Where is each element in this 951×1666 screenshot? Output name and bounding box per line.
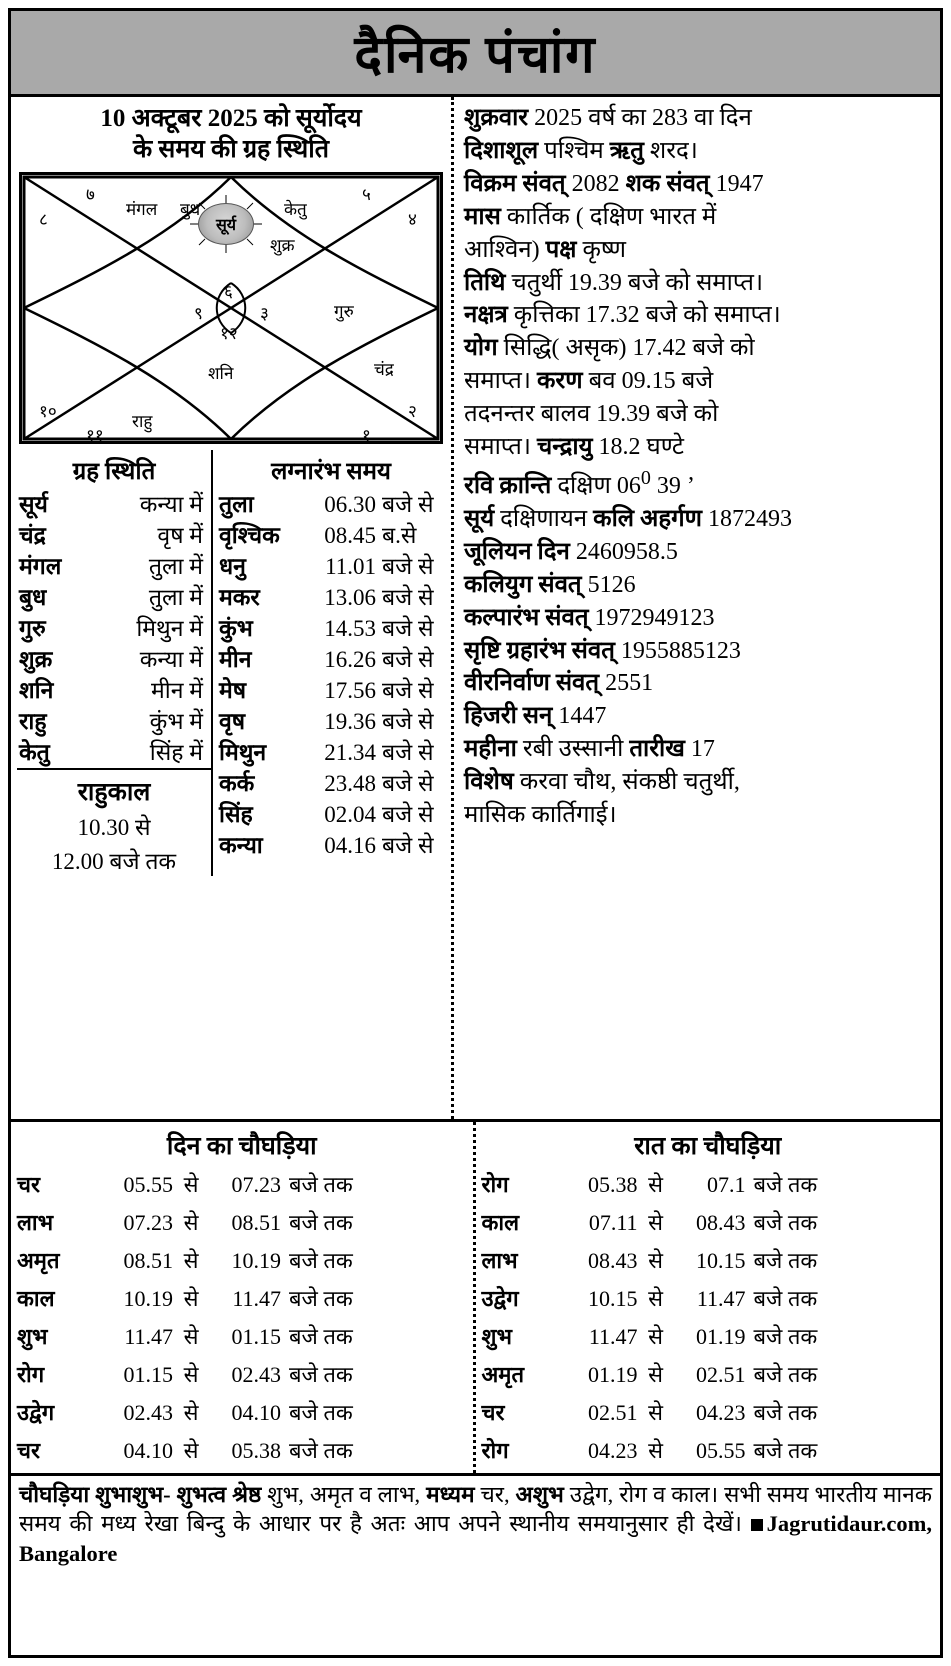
lagna-name: कर्क	[219, 770, 255, 796]
table-row	[482, 1241, 935, 1279]
chaughadiya-tail: बजे तक	[753, 1362, 818, 1387]
panchang-details	[464, 103, 932, 833]
planet-budh: बुध	[180, 199, 201, 219]
table-row	[17, 1317, 467, 1355]
table-row	[217, 489, 445, 520]
brand-credit[interactable]: Jagrutidaur.com, Bangalore	[19, 1511, 933, 1566]
table-row	[217, 551, 445, 582]
chaughadiya-sep: से	[183, 1362, 199, 1387]
detail-line: रवि क्रान्ति दक्षिण $06^0$ 39 ’	[464, 466, 695, 499]
table-row	[482, 1431, 935, 1469]
lagnarambh-heading: लग्नारंभ समय	[271, 458, 391, 485]
graha-name: शुक्र	[19, 646, 53, 672]
graha-value: वृष में	[157, 522, 203, 548]
table-row	[482, 1317, 935, 1355]
chaughadiya-from: 04.23	[588, 1438, 638, 1463]
table-row	[17, 1279, 467, 1317]
table-row	[17, 551, 211, 582]
table-row	[17, 1203, 467, 1241]
chaughadiya-sep: से	[648, 1172, 663, 1197]
table-row	[17, 1393, 467, 1431]
lagna-name: कुंभ	[219, 615, 253, 641]
lagna-time: 04.16	[324, 832, 376, 858]
table-row	[482, 1165, 935, 1203]
chaughadiya-name: लाभ	[481, 1248, 518, 1273]
planet-guru: गुरु	[334, 301, 354, 321]
lagna-name: धनु	[219, 553, 246, 579]
detail-line: नक्षत्र कृत्तिका 17.32 बजे को समाप्त।	[464, 302, 781, 329]
chaughadiya-to: 08.51	[231, 1210, 281, 1235]
chaughadiya-from: 04.10	[123, 1438, 173, 1463]
table-row	[17, 613, 211, 644]
lagna-time: 23.48	[324, 770, 376, 796]
chaughadiya-to: 07.1	[707, 1172, 746, 1197]
table-row	[482, 1203, 935, 1241]
detail-line: आश्विन) पक्ष कृष्ण	[464, 236, 626, 263]
detail-line: जूलियन दिन 2460958.5	[464, 538, 678, 565]
chaughadiya-from: 11.47	[124, 1324, 173, 1349]
lagna-time: 14.53	[324, 615, 376, 641]
chaughadiya-tail: बजे तक	[289, 1362, 353, 1387]
chaughadiya-name: काल	[17, 1286, 55, 1311]
lagna-name: मेष	[219, 677, 247, 703]
left-heading-line2: के समय की ग्रह स्थिति	[132, 136, 329, 164]
chaughadiya-sep: से	[648, 1438, 663, 1463]
table-row	[17, 520, 211, 551]
chaughadiya-sep: से	[648, 1324, 663, 1349]
lagna-name: वृश्चिक	[219, 522, 280, 548]
planet-chandra: चंद्र	[374, 359, 394, 379]
chaughadiya-sep: से	[648, 1362, 663, 1387]
table-row	[217, 737, 445, 768]
lagna-suffix: बजे से	[382, 615, 434, 641]
chaughadiya-tail: बजे तक	[289, 1286, 353, 1311]
chaughadiya-from: 02.51	[588, 1400, 638, 1425]
chaughadiya-tail: बजे तक	[289, 1248, 353, 1273]
chaughadiya-to: 01.19	[696, 1324, 746, 1349]
lagna-time: 21.34	[324, 739, 376, 765]
table-row	[217, 706, 445, 737]
day-chaughadiya	[11, 1122, 476, 1473]
chaughadiya-to: 08.43	[696, 1210, 746, 1235]
graha-name: राहु	[19, 708, 47, 734]
chaughadiya-name: अमृत	[481, 1362, 525, 1387]
chaughadiya-to: 02.43	[231, 1362, 281, 1387]
chaughadiya-name: उद्वेग	[17, 1400, 55, 1425]
chaughadiya-name: रोग	[481, 1438, 509, 1463]
page-frame	[8, 8, 943, 1658]
graha-sthiti-heading: ग्रह स्थिति	[72, 458, 156, 485]
house-number-1: १	[362, 425, 371, 445]
chaughadiya-name: चर	[17, 1172, 40, 1197]
page-title-bar	[11, 11, 940, 97]
chaughadiya-tail: बजे तक	[289, 1438, 353, 1463]
lagna-time: 16.26	[324, 646, 376, 672]
table-row	[17, 737, 211, 768]
chaughadiya-sep: से	[648, 1248, 663, 1273]
detail-line: शुक्रवार 2025 वर्ष का 283 वा दिन	[464, 105, 752, 131]
detail-line: तदनन्तर बालव 19.39 बजे को	[464, 401, 719, 428]
rahukaal-title: राहुकाल	[77, 778, 151, 806]
detail-line: तिथि चतुर्थी 19.39 बजे को समाप्त।	[464, 269, 764, 296]
bullet-square-icon	[751, 1519, 763, 1531]
planet-surya-glyph: सूर्य	[198, 203, 254, 245]
lagna-suffix: बजे से	[382, 832, 434, 858]
chaughadiya-from: 08.51	[123, 1248, 173, 1273]
chaughadiya-from: 08.43	[588, 1248, 638, 1273]
detail-line: महीना रबी उस्सानी तारीख 17	[464, 736, 715, 763]
chaughadiya-name: अमृत	[17, 1248, 60, 1273]
graha-value: सिंह में	[149, 739, 203, 765]
house-number-11: ११	[86, 425, 104, 445]
graha-value: कन्या में	[139, 491, 203, 517]
chaughadiya-tail: बजे तक	[753, 1286, 818, 1311]
graha-sthiti-table	[17, 450, 213, 876]
detail-line: विक्रम संवत् 2082 शक संवत् 1947	[464, 170, 764, 197]
chaughadiya-sep: से	[648, 1286, 663, 1311]
house-number-12: १२	[220, 323, 238, 343]
rahukaal-end: 12.00 बजे तक	[51, 848, 177, 874]
chaughadiya-name: शुभ	[17, 1324, 48, 1349]
chaughadiya-from: 02.43	[123, 1400, 173, 1425]
graha-name: केतु	[19, 739, 50, 765]
graha-name: गुरु	[19, 615, 46, 641]
table-row	[482, 1393, 935, 1431]
table-row	[482, 1355, 935, 1393]
graha-name: चंद्र	[19, 522, 46, 548]
detail-line: योग सिद्धि( असृक) 17.42 बजे को	[464, 335, 755, 362]
graha-value: तुला में	[148, 584, 203, 610]
lagna-name: तुला	[219, 491, 254, 517]
chaughadiya-sep: से	[183, 1400, 199, 1425]
lagna-name: कन्या	[219, 832, 263, 858]
detail-line: वीरनिर्वाण संवत् 2551	[464, 670, 654, 697]
graha-name: मंगल	[19, 553, 62, 579]
left-column	[11, 97, 454, 1119]
detail-line: समाप्त। करण बव 09.15 बजे	[464, 368, 714, 395]
table-row	[482, 1279, 935, 1317]
table-row	[17, 706, 211, 737]
lagna-suffix: बजे से	[382, 646, 434, 672]
detail-line: विशेष करवा चौथ, संकष्ठी चतुर्थी,	[464, 769, 740, 796]
table-row	[17, 675, 211, 706]
table-row	[217, 768, 445, 799]
chaughadiya-tail: बजे तक	[289, 1210, 353, 1235]
lagna-time: 06.30	[324, 491, 376, 517]
chaughadiya-section	[11, 1122, 940, 1476]
chaughadiya-tail: बजे तक	[289, 1400, 353, 1425]
table-row	[17, 1241, 467, 1279]
lagna-suffix: बजे से	[382, 708, 434, 734]
lagna-name: मिथुन	[219, 739, 267, 765]
chaughadiya-tail: बजे तक	[753, 1324, 818, 1349]
chaughadiya-to: 10.15	[696, 1248, 746, 1273]
chaughadiya-name: लाभ	[17, 1210, 54, 1235]
lagna-time: 17.56	[324, 677, 376, 703]
footer-text: चौघड़िया शुभाशुभ- शुभत्व श्रेष्ठ शुभ, अमृत व लाभ, मध्यम चर, अशुभ उद्वेग, रोग व काल। सभी समय भारतीय मानक समय की मध्य रेखा बिन्दु के आधार पर है अतः आप अपने स्थानीय समयानुसार ही देखें।	[19, 1482, 933, 1537]
chaughadiya-sep: से	[183, 1438, 199, 1463]
chaughadiya-sep: से	[183, 1172, 199, 1197]
chaughadiya-to: 10.19	[231, 1248, 281, 1273]
table-row	[217, 644, 445, 675]
chaughadiya-to: 01.15	[231, 1324, 281, 1349]
house-number-4: ४	[408, 209, 417, 229]
table-row	[217, 675, 445, 706]
house-number-8: ८	[39, 209, 48, 229]
chaughadiya-to: 07.23	[231, 1172, 281, 1197]
house-number-3: ३	[260, 303, 269, 323]
chaughadiya-sep: से	[183, 1210, 199, 1235]
lagna-name: सिंह	[219, 801, 253, 827]
table-row	[217, 520, 445, 551]
table-row	[17, 1165, 467, 1203]
detail-line: दिशाशूल पश्चिम ऋतु शरद।	[464, 137, 698, 164]
house-number-7: ७	[86, 184, 95, 204]
lagna-suffix: बजे से	[382, 677, 434, 703]
detail-line: हिजरी सन् 1447	[464, 703, 607, 730]
chaughadiya-from: 01.19	[588, 1362, 638, 1387]
left-heading-line1: 10 अक्टूबर 2025 को सूर्योदय	[100, 105, 362, 132]
chaughadiya-name: शुभ	[481, 1324, 512, 1349]
chaughadiya-tail: बजे तक	[753, 1210, 818, 1235]
table-row	[17, 1355, 467, 1393]
detail-line: मासिक कार्तिगाई।	[464, 802, 617, 829]
night-chaughadiya-heading: रात का चौघड़िया	[634, 1133, 782, 1160]
graha-name: शनि	[19, 677, 54, 703]
chaughadiya-sep: से	[648, 1400, 663, 1425]
graha-name: बुध	[19, 584, 47, 610]
graha-value: तुला में	[148, 553, 203, 579]
chaughadiya-name: चर	[481, 1400, 505, 1425]
footer-note	[11, 1476, 940, 1570]
lagna-suffix: बजे से	[382, 739, 434, 765]
house-number-6: ६	[224, 281, 233, 301]
chaughadiya-from: 11.47	[588, 1324, 638, 1349]
chaughadiya-from: 07.23	[123, 1210, 173, 1235]
left-heading	[17, 101, 445, 170]
table-row	[17, 489, 211, 520]
chaughadiya-to: 04.10	[231, 1400, 281, 1425]
lagna-suffix: बजे से	[382, 584, 434, 610]
chaughadiya-from: 10.15	[588, 1286, 638, 1311]
house-number-5: ५	[362, 184, 371, 204]
planet-mangal: मंगल	[126, 199, 158, 219]
chaughadiya-name: रोग	[481, 1172, 509, 1197]
house-number-10: १०	[39, 401, 57, 421]
chaughadiya-to: 05.55	[696, 1438, 746, 1463]
table-row	[17, 644, 211, 675]
right-column	[454, 97, 940, 1119]
planet-shukra: शुक्र	[270, 235, 295, 255]
chaughadiya-tail: बजे तक	[753, 1172, 818, 1197]
graha-name: सूर्य	[19, 491, 48, 517]
chaughadiya-from: 05.55	[123, 1172, 173, 1197]
detail-line: मास कार्तिक ( दक्षिण भारत में	[464, 203, 717, 230]
page-title: दैनिक पंचांग	[354, 27, 597, 84]
lagna-suffix: बजे से	[382, 491, 434, 517]
detail-line: सूर्य दक्षिणायन कलि अहर्गण 1872493	[464, 505, 793, 532]
chaughadiya-tail: बजे तक	[289, 1172, 353, 1197]
chaughadiya-to: 05.38	[231, 1438, 281, 1463]
night-chaughadiya	[476, 1122, 941, 1473]
rahukaal-start: 10.30 से	[77, 814, 151, 840]
chaughadiya-sep: से	[648, 1210, 663, 1235]
lagna-time: 11.01	[325, 553, 376, 579]
house-number-9: ९	[194, 303, 203, 323]
lagna-suffix: बजे से	[382, 770, 434, 796]
rahukaal-box	[17, 768, 211, 876]
chaughadiya-from: 01.15	[123, 1362, 173, 1387]
lagna-time: 02.04	[324, 801, 376, 827]
detail-line: कल्पारंभ संवत् 1972949123	[464, 604, 715, 631]
chaughadiya-name: रोग	[17, 1362, 45, 1387]
lagna-time: 19.36	[324, 708, 376, 734]
lagna-name: मकर	[219, 584, 260, 610]
chaughadiya-from: 05.38	[588, 1172, 638, 1197]
graha-value: मिथुन में	[136, 615, 203, 641]
lagna-suffix: बजे से	[382, 801, 434, 827]
detail-line: समाप्त। चन्द्रायु 18.2 घण्टे	[464, 434, 684, 461]
graha-value: कन्या में	[139, 646, 203, 672]
chaughadiya-sep: से	[183, 1286, 199, 1311]
table-row	[217, 830, 445, 861]
chaughadiya-tail: बजे तक	[753, 1248, 818, 1273]
graha-value: कुंभ में	[149, 708, 203, 734]
detail-line: सृष्टि ग्रहारंभ संवत् 1955885123	[464, 637, 741, 664]
detail-line: कलियुग संवत् 5126	[464, 571, 636, 598]
chaughadiya-name: चर	[17, 1438, 40, 1463]
table-row	[217, 582, 445, 613]
table-row	[17, 1431, 467, 1469]
graha-value: मीन में	[151, 677, 203, 703]
chaughadiya-to: 11.47	[696, 1286, 746, 1311]
chaughadiya-tail: बजे तक	[289, 1324, 353, 1349]
planet-ketu: केतु	[284, 199, 307, 219]
chaughadiya-name: काल	[481, 1210, 520, 1235]
planet-shani: शनि	[208, 363, 234, 383]
kundli-chart	[19, 172, 443, 444]
lagna-name: मीन	[219, 646, 252, 672]
chaughadiya-tail: बजे तक	[753, 1400, 818, 1425]
house-number-2: २	[408, 401, 417, 421]
lagna-suffix: बजे से	[382, 553, 434, 579]
chaughadiya-sep: से	[183, 1324, 199, 1349]
day-chaughadiya-heading: दिन का चौघड़िया	[166, 1133, 317, 1160]
chaughadiya-to: 02.51	[696, 1362, 746, 1387]
chaughadiya-to: 04.23	[696, 1400, 746, 1425]
lagna-time: 08.45	[324, 522, 376, 548]
lagnarambh-table	[213, 450, 445, 876]
mini-tables	[17, 450, 445, 876]
planet-rahu: राहु	[132, 411, 153, 431]
table-row	[217, 799, 445, 830]
chaughadiya-sep: से	[183, 1248, 199, 1273]
lagna-suffix: ब.से	[382, 522, 417, 548]
chaughadiya-from: 10.19	[123, 1286, 173, 1311]
chaughadiya-from: 07.11	[588, 1210, 638, 1235]
chaughadiya-tail: बजे तक	[753, 1438, 818, 1463]
lagna-time: 13.06	[324, 584, 376, 610]
table-row	[17, 582, 211, 613]
lagna-name: वृष	[219, 708, 246, 734]
upper-section	[11, 97, 940, 1122]
chaughadiya-name: उद्वेग	[481, 1286, 519, 1311]
table-row	[217, 613, 445, 644]
chaughadiya-to: 11.47	[232, 1286, 281, 1311]
